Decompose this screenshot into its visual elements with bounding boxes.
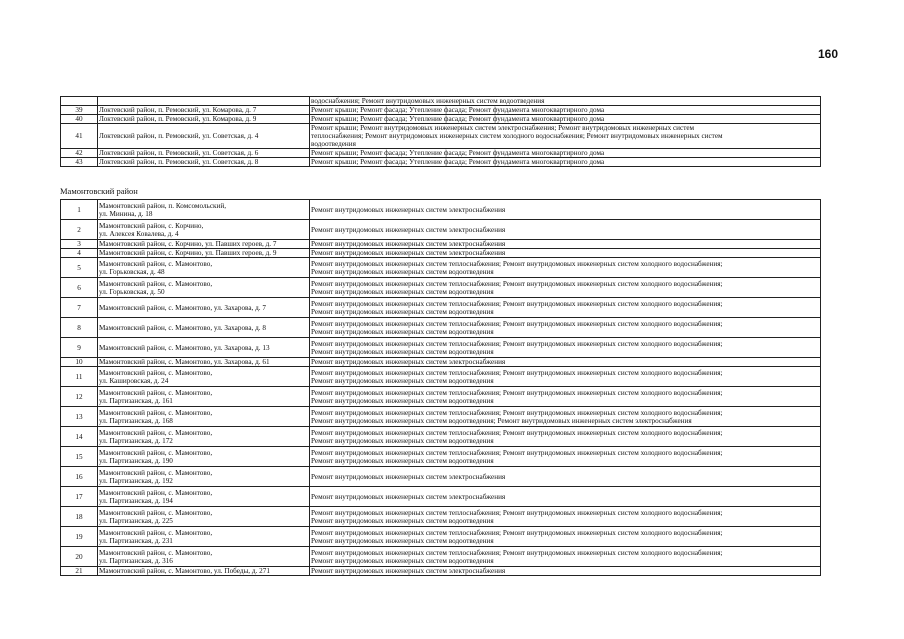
address-cell: Мамонтовский район, с. Корчино, ул. Павших героев, д. 7	[98, 240, 310, 249]
work-types-cell: Ремонт внутридомовых инженерных систем теплоснабжения; Ремонт внутридомовых инженерных систем холодного водоснабжения; Ремонт внутридомовых инженерных систем водоотведения	[310, 258, 821, 278]
work-types-cell: Ремонт внутридомовых инженерных систем теплоснабжения; Ремонт внутридомовых инженерных систем холодного водоснабжения; Ремонт внутридомовых инженерных систем водоотведения	[310, 427, 821, 447]
table-row	[61, 447, 821, 467]
work-types-cell: Ремонт крыши; Ремонт фасада; Утепление фасада; Ремонт фундамента многоквартирного дома	[310, 149, 821, 158]
district-heading: Мамонтовский район	[60, 186, 138, 196]
work-types-cell: Ремонт внутридомовых инженерных систем теплоснабжения; Ремонт внутридомовых инженерных систем холодного водоснабжения; Ремонт внутридомовых инженерных систем водоотведения; Ремонт внутридомовых инженерных систем электроснабжения	[310, 407, 821, 427]
work-types-cell: Ремонт внутридомовых инженерных систем электроснабжения	[310, 220, 821, 240]
address-cell	[98, 97, 310, 106]
table-row	[61, 220, 821, 240]
row-number-cell: 16	[61, 467, 98, 487]
table-row	[61, 407, 821, 427]
row-number-cell: 9	[61, 338, 98, 358]
table-row	[61, 567, 821, 576]
row-number-cell	[61, 97, 98, 106]
row-number-cell: 21	[61, 567, 98, 576]
address-cell: Локтевский район, п. Ремовский, ул. Комарова, д. 7	[98, 106, 310, 115]
table-row	[61, 249, 821, 258]
work-types-cell: Ремонт внутридомовых инженерных систем электроснабжения	[310, 467, 821, 487]
work-types-cell: Ремонт внутридомовых инженерных систем электроснабжения	[310, 249, 821, 258]
work-types-cell: Ремонт внутридомовых инженерных систем теплоснабжения; Ремонт внутридомовых инженерных систем холодного водоснабжения; Ремонт внутридомовых инженерных систем водоотведения	[310, 447, 821, 467]
row-number-cell: 1	[61, 200, 98, 220]
address-cell: Мамонтовский район, с. Мамонтово, ул. Победы, д. 271	[98, 567, 310, 576]
row-number-cell: 5	[61, 258, 98, 278]
address-cell: Мамонтовский район, с. Мамонтово, ул. Захарова, д. 8	[98, 318, 310, 338]
table-row	[61, 358, 821, 367]
table-row	[61, 258, 821, 278]
work-types-cell: Ремонт внутридомовых инженерных систем теплоснабжения; Ремонт внутридомовых инженерных систем холодного водоснабжения; Ремонт внутридомовых инженерных систем водоотведения	[310, 367, 821, 387]
row-number-cell: 40	[61, 115, 98, 124]
row-number-cell: 13	[61, 407, 98, 427]
address-cell: Мамонтовский район, с. Мамонтово, ул. Захарова, д. 61	[98, 358, 310, 367]
row-number-cell: 3	[61, 240, 98, 249]
address-cell: Мамонтовский район, с. Мамонтово, ул. Кашировская, д. 24	[98, 367, 310, 387]
row-number-cell: 7	[61, 298, 98, 318]
table-row	[61, 387, 821, 407]
address-cell: Локтевский район, п. Ремовский, ул. Советская, д. 8	[98, 158, 310, 167]
row-number-cell: 14	[61, 427, 98, 447]
table-row	[61, 318, 821, 338]
work-types-cell: Ремонт крыши; Ремонт фасада; Утепление фасада; Ремонт фундамента многоквартирного дома	[310, 158, 821, 167]
table-row	[61, 487, 821, 507]
address-cell: Локтевский район, п. Ремовский, ул. Советская, д. 6	[98, 149, 310, 158]
work-types-cell: Ремонт внутридомовых инженерных систем электроснабжения	[310, 200, 821, 220]
work-types-cell: Ремонт внутридомовых инженерных систем теплоснабжения; Ремонт внутридомовых инженерных систем холодного водоснабжения; Ремонт внутридомовых инженерных систем водоотведения	[310, 507, 821, 527]
row-number-cell: 42	[61, 149, 98, 158]
row-number-cell: 19	[61, 527, 98, 547]
address-cell: Мамонтовский район, с. Мамонтово, ул. Захарова, д. 13	[98, 338, 310, 358]
address-cell: Локтевский район, п. Ремовский, ул. Советская, д. 4	[98, 124, 310, 149]
work-types-cell: Ремонт внутридомовых инженерных систем теплоснабжения; Ремонт внутридомовых инженерных систем холодного водоснабжения; Ремонт внутридомовых инженерных систем водоотведения	[310, 298, 821, 318]
table-row	[61, 338, 821, 358]
work-types-cell: Ремонт внутридомовых инженерных систем теплоснабжения; Ремонт внутридомовых инженерных систем холодного водоснабжения; Ремонт внутридомовых инженерных систем водоотведения	[310, 338, 821, 358]
table-row	[61, 124, 821, 149]
work-types-cell: Ремонт крыши; Ремонт фасада; Утепление фасада; Ремонт фундамента многоквартирного дома	[310, 106, 821, 115]
row-number-cell: 39	[61, 106, 98, 115]
address-cell: Мамонтовский район, с. Мамонтово, ул. Партизанская, д. 172	[98, 427, 310, 447]
work-types-cell: Ремонт внутридомовых инженерных систем теплоснабжения; Ремонт внутридомовых инженерных систем холодного водоснабжения; Ремонт внутридомовых инженерных систем водоотведения	[310, 527, 821, 547]
address-cell: Мамонтовский район, с. Мамонтово, ул. Партизанская, д. 316	[98, 547, 310, 567]
row-number-cell: 4	[61, 249, 98, 258]
address-cell: Мамонтовский район, с. Корчино, ул. Алексея Ковалева, д. 4	[98, 220, 310, 240]
address-cell: Мамонтовский район, с. Мамонтово, ул. Партизанская, д. 161	[98, 387, 310, 407]
address-cell: Мамонтовский район, с. Мамонтово, ул. Партизанская, д. 194	[98, 487, 310, 507]
row-number-cell: 8	[61, 318, 98, 338]
row-number-cell: 41	[61, 124, 98, 149]
repair-table-loktevsky	[60, 96, 821, 167]
table-row	[61, 115, 821, 124]
row-number-cell: 43	[61, 158, 98, 167]
table-row	[61, 158, 821, 167]
address-cell: Мамонтовский район, с. Мамонтово, ул. Захарова, д. 7	[98, 298, 310, 318]
table-row	[61, 278, 821, 298]
table-row	[61, 427, 821, 447]
address-cell: Мамонтовский район, п. Комсомольский, ул. Минина, д. 18	[98, 200, 310, 220]
row-number-cell: 12	[61, 387, 98, 407]
work-types-cell: Ремонт внутридомовых инженерных систем электроснабжения	[310, 487, 821, 507]
table-row	[61, 527, 821, 547]
address-cell: Мамонтовский район, с. Мамонтово, ул. Партизанская, д. 225	[98, 507, 310, 527]
table-row	[61, 97, 821, 106]
row-number-cell: 6	[61, 278, 98, 298]
row-number-cell: 11	[61, 367, 98, 387]
table-row	[61, 149, 821, 158]
table-row	[61, 240, 821, 249]
work-types-cell: Ремонт внутридомовых инженерных систем теплоснабжения; Ремонт внутридомовых инженерных систем холодного водоснабжения; Ремонт внутридомовых инженерных систем водоотведения	[310, 318, 821, 338]
address-cell: Мамонтовский район, с. Мамонтово, ул. Партизанская, д. 231	[98, 527, 310, 547]
table-row	[61, 367, 821, 387]
work-types-cell: Ремонт внутридомовых инженерных систем электроснабжения	[310, 240, 821, 249]
table-row	[61, 298, 821, 318]
repair-table-mamontovsky	[60, 199, 821, 576]
work-types-cell: Ремонт крыши; Ремонт внутридомовых инженерных систем электроснабжения; Ремонт внутридомовых инженерных систем теплоснабжения; Ремонт внутридомовых инженерных систем холодного водоснабжения; Ремонт внутридомовых инженерных систем водоотведения	[310, 124, 821, 149]
work-types-cell: Ремонт внутридомовых инженерных систем электроснабжения	[310, 358, 821, 367]
work-types-cell: водоснабжения; Ремонт внутридомовых инженерных систем водоотведения	[310, 97, 821, 106]
row-number-cell: 17	[61, 487, 98, 507]
row-number-cell: 2	[61, 220, 98, 240]
table-row	[61, 507, 821, 527]
table-row	[61, 200, 821, 220]
row-number-cell: 15	[61, 447, 98, 467]
table-row	[61, 467, 821, 487]
row-number-cell: 18	[61, 507, 98, 527]
address-cell: Мамонтовский район, с. Мамонтово, ул. Партизанская, д. 168	[98, 407, 310, 427]
address-cell: Мамонтовский район, с. Мамонтово, ул. Горьковская, д. 50	[98, 278, 310, 298]
work-types-cell: Ремонт внутридомовых инженерных систем теплоснабжения; Ремонт внутридомовых инженерных систем холодного водоснабжения; Ремонт внутридомовых инженерных систем водоотведения	[310, 547, 821, 567]
address-cell: Мамонтовский район, с. Корчино, ул. Павших героев, д. 9	[98, 249, 310, 258]
row-number-cell: 10	[61, 358, 98, 367]
row-number-cell: 20	[61, 547, 98, 567]
table-row	[61, 547, 821, 567]
address-cell: Мамонтовский район, с. Мамонтово, ул. Партизанская, д. 192	[98, 467, 310, 487]
address-cell: Локтевский район, п. Ремовский, ул. Комарова, д. 9	[98, 115, 310, 124]
work-types-cell: Ремонт внутридомовых инженерных систем теплоснабжения; Ремонт внутридомовых инженерных систем холодного водоснабжения; Ремонт внутридомовых инженерных систем водоотведения	[310, 278, 821, 298]
page-number: 160	[818, 47, 839, 61]
table-row	[61, 106, 821, 115]
work-types-cell: Ремонт внутридомовых инженерных систем теплоснабжения; Ремонт внутридомовых инженерных систем холодного водоснабжения; Ремонт внутридомовых инженерных систем водоотведения	[310, 387, 821, 407]
work-types-cell: Ремонт внутридомовых инженерных систем электроснабжения	[310, 567, 821, 576]
work-types-cell: Ремонт крыши; Ремонт фасада; Утепление фасада; Ремонт фундамента многоквартирного дома	[310, 115, 821, 124]
address-cell: Мамонтовский район, с. Мамонтово, ул. Партизанская, д. 190	[98, 447, 310, 467]
address-cell: Мамонтовский район, с. Мамонтово, ул. Горьковская, д. 48	[98, 258, 310, 278]
